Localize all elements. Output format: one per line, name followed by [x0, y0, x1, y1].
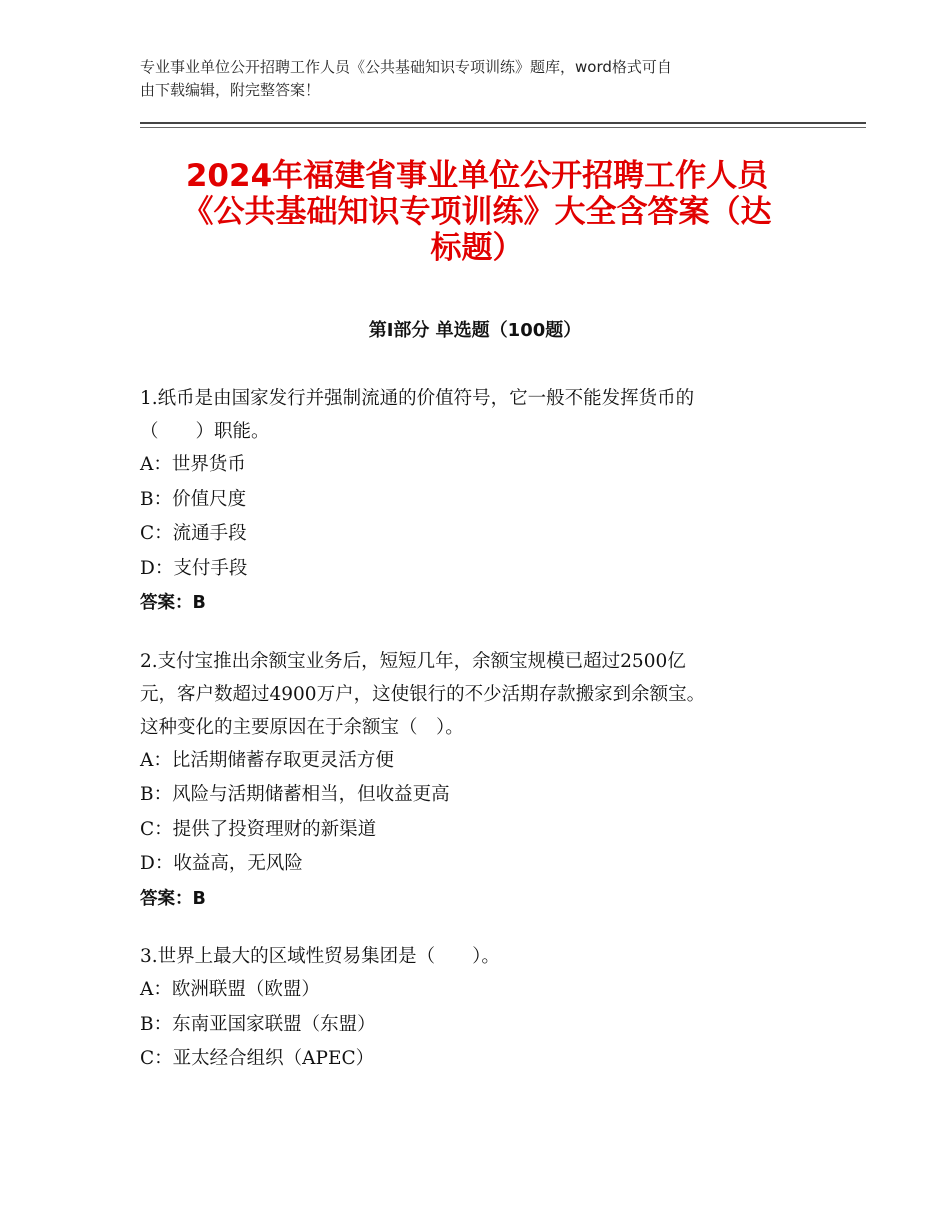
question-stem-line: （ ）职能。 — [140, 421, 270, 442]
answer-label: 答案：B — [140, 593, 206, 613]
question-2 — [140, 645, 814, 917]
option-c: C：亚太经合组织（APEC） — [140, 1048, 375, 1069]
option-d: D：支付手段 — [140, 557, 248, 579]
option-d: D：收益高，无风险 — [140, 853, 303, 874]
header-note — [140, 56, 810, 102]
header-note-line: 由下载编辑，附完整答案！ — [140, 81, 321, 99]
option-b: B：价值尺度 — [140, 488, 247, 510]
option-c: C：流通手段 — [140, 523, 247, 544]
option-b: B：东南亚国家联盟（东盟） — [140, 1013, 376, 1035]
question-stem-line: 这种变化的主要原因在于余额宝（ ）。 — [140, 716, 464, 738]
header-divider-thick — [140, 122, 866, 124]
question-stem-line: 2.支付宝推出余额宝业务后，短短几年，余额宝规模已超过2500亿 — [140, 650, 686, 672]
option-b: B：风险与活期储蓄相当，但收益更高 — [140, 784, 450, 805]
question-stem-line: 3.世界上最大的区域性贸易集团是（ ）。 — [140, 946, 500, 967]
header-note-line: 专业事业单位公开招聘工作人员《公共基础知识专项训练》题库，word格式可自 — [140, 58, 672, 76]
question-stem-line: 1.纸币是由国家发行并强制流通的价值符号，它一般不能发挥货币的 — [140, 388, 695, 409]
question-1 — [140, 382, 814, 621]
question-stem-line: 元，客户数超过4900万户，这使银行的不少活期存款搬家到余额宝。 — [140, 683, 706, 705]
title-line: 标题） — [430, 230, 524, 266]
question-list — [140, 382, 814, 1101]
section-title: 第Ⅰ部分 单选题（100题） — [368, 320, 582, 341]
option-a: A：比活期储蓄存取更灵活方便 — [140, 749, 394, 771]
option-a: A：世界货币 — [140, 454, 246, 475]
title-line: 2024年福建省事业单位公开招聘工作人员 — [185, 158, 769, 194]
header-divider-thin — [140, 127, 866, 128]
option-c: C：提供了投资理财的新渠道 — [140, 818, 377, 840]
option-a: A：欧洲联盟（欧盟） — [140, 979, 320, 1000]
answer-label: 答案：B — [140, 888, 206, 909]
document-title — [140, 158, 814, 266]
question-3 — [140, 940, 814, 1077]
title-line: 《公共基础知识专项训练》大全含答案（达 — [182, 194, 772, 230]
